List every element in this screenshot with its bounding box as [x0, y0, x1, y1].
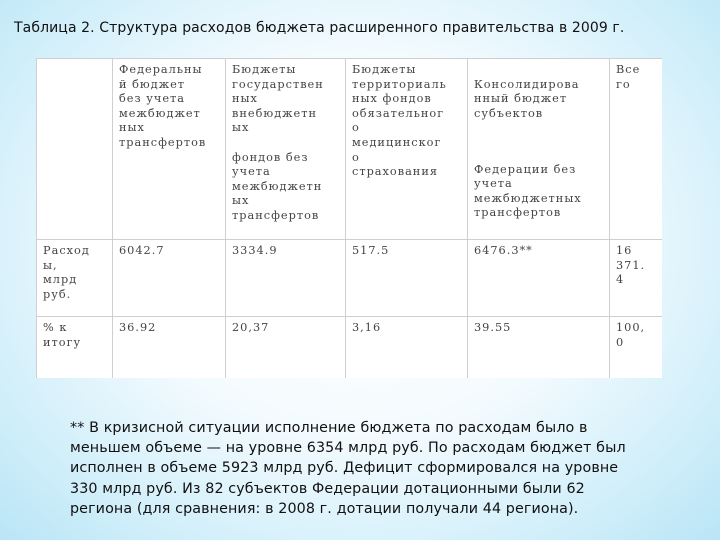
header-consolidated-main: Консолидирова нный бюджет субъектов [474, 77, 580, 120]
table-cell: 6476.3** [468, 240, 610, 317]
footnote-text: ** В кризисной ситуации исполнение бюджета по расходам было в меньшем объеме — на уровне 6354 млрд руб. По расходам бюджет был исполнен в объеме 5923 млрд руб. Дефицит сформировался на уровне 330 млрд руб. Из 82 субъектов Федерации дотационными были 62 региона (для сравнения: в 2008 г. дотации получали 44 региона). [70, 420, 626, 517]
header-federal-budget: Федеральны й бюджет без учета межбюджет ных трансфертов [113, 59, 226, 240]
table-cell: 36.92 [113, 317, 226, 379]
budget-table-image [36, 58, 662, 378]
budget-structure-table [36, 58, 662, 378]
table-row [37, 317, 663, 379]
header-cell-empty [37, 59, 113, 240]
table-cell: 517.5 [346, 240, 468, 317]
header-total: Все го [610, 59, 663, 240]
slide-title: Таблица 2. Структура расходов бюджета расширенного правительства в 2009 г. [14, 20, 625, 36]
table-cell: 6042.7 [113, 240, 226, 317]
table-cell: 20,37 [226, 317, 346, 379]
row-label-percent: % к итогу [37, 317, 113, 379]
table-row [37, 240, 663, 317]
table-header-row [37, 59, 663, 240]
header-medical-insurance-funds: Бюджеты территориаль ных фондов обязательног о медицинског о страхования [346, 59, 468, 240]
table-cell: 39.55 [468, 317, 610, 379]
header-consolidated-sub: Федерации без учета межбюджетных трансфертов [474, 162, 582, 220]
table-cell: 100, 0 [610, 317, 663, 379]
table-cell: 3334.9 [226, 240, 346, 317]
table-cell: 16 371. 4 [610, 240, 663, 317]
header-consolidated-regional-budget [468, 59, 610, 240]
row-label-expenses: Расход ы, млрд руб. [37, 240, 113, 317]
table-cell: 3,16 [346, 317, 468, 379]
header-extrabudgetary-funds: Бюджеты государствен ных внебюджетн ых фондов без учета межбюджетн ых трансфертов [226, 59, 346, 240]
